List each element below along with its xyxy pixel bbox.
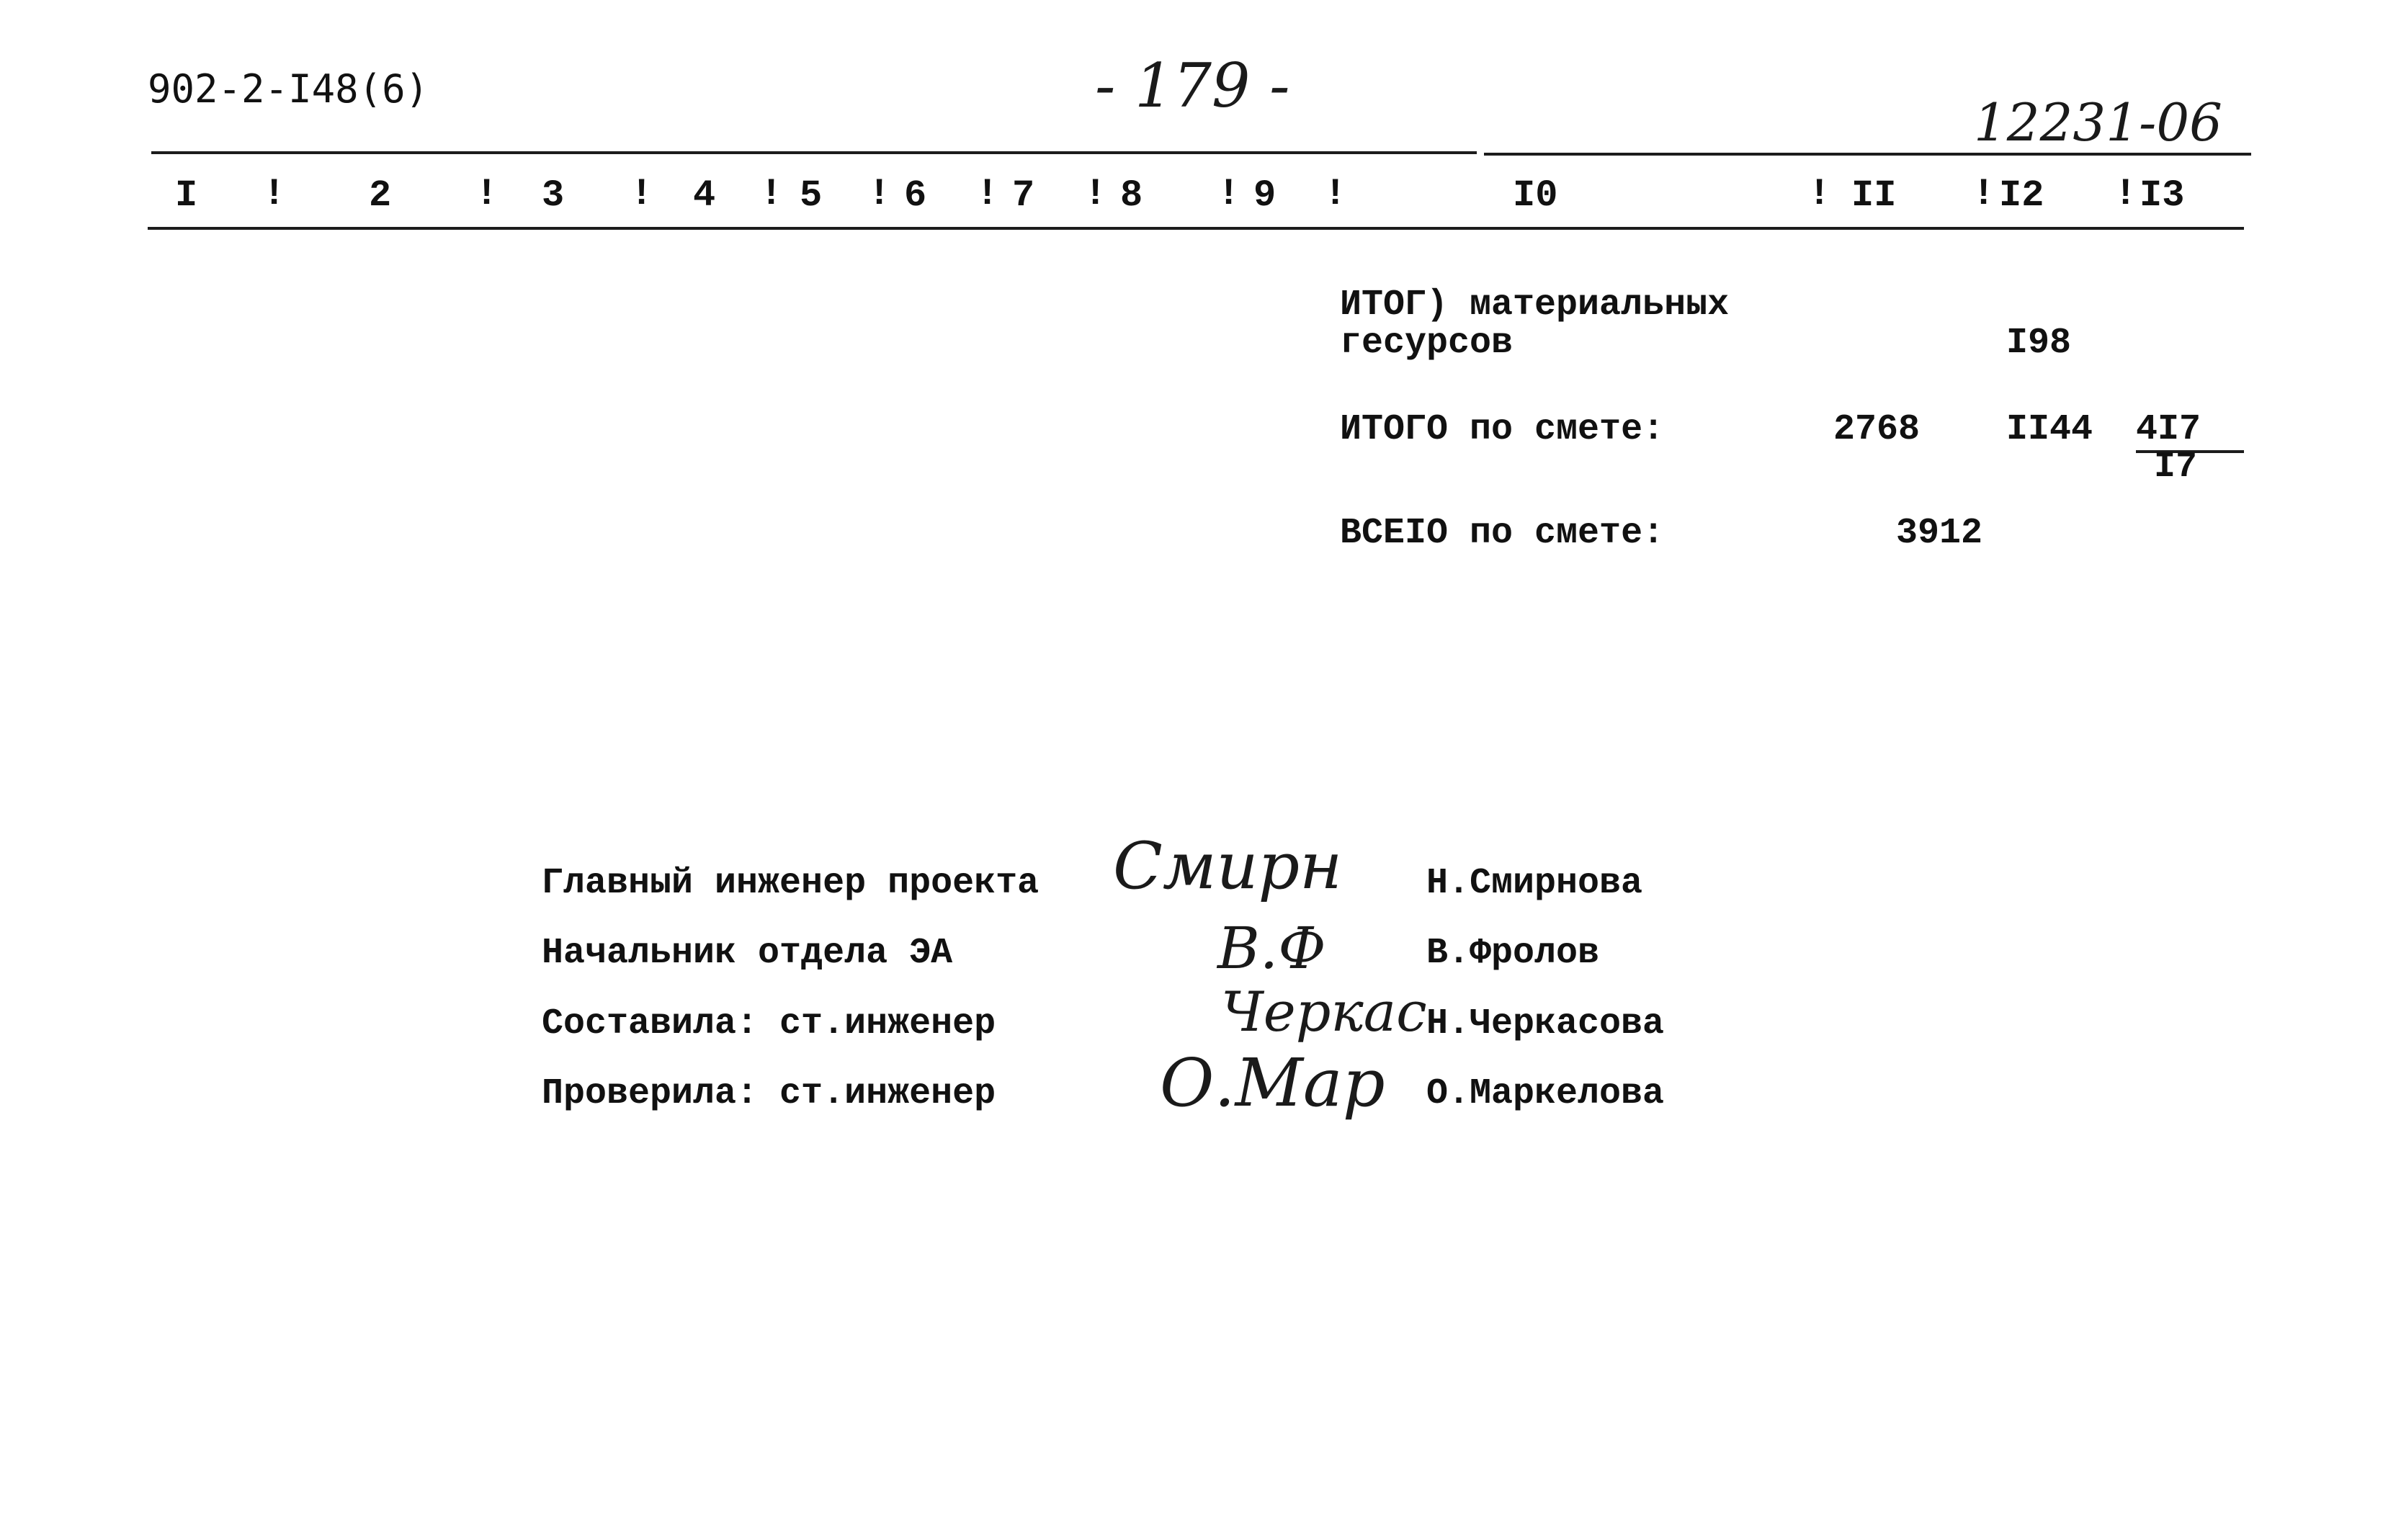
column-header-10: I0 bbox=[1513, 174, 1558, 217]
column-header-9: 9 bbox=[1253, 174, 1277, 217]
signature-name-checked-by: О.Маркелова bbox=[1426, 1073, 1665, 1114]
document-code: 902-2-I48(6) bbox=[148, 66, 429, 112]
column-separator: ! bbox=[263, 173, 286, 215]
signature-handwriting: Черкас bbox=[1221, 980, 1427, 1044]
column-header-4: 4 bbox=[693, 174, 716, 217]
signature-name-chief-engineer: Н.Смирнова bbox=[1426, 863, 1643, 904]
estimate-total-col13-top: 4I7 bbox=[2136, 409, 2201, 450]
column-header-1: I bbox=[175, 174, 198, 217]
materials-total-col12: I98 bbox=[2006, 323, 2072, 364]
estimate-total-label: ИТОГО по смете: bbox=[1340, 409, 1665, 450]
archive-number: 12231-06 bbox=[1974, 92, 2222, 153]
page-number: - 179 - bbox=[1095, 50, 1290, 121]
column-separator: ! bbox=[630, 173, 653, 215]
column-separator: ! bbox=[1972, 173, 1995, 215]
materials-total-label-line1: ИТОГ) материальных bbox=[1340, 285, 1730, 326]
column-separator: ! bbox=[868, 173, 891, 215]
column-header-2: 2 bbox=[369, 174, 392, 217]
column-separator: ! bbox=[1808, 173, 1831, 215]
signature-role-chief-engineer: Главный инженер проекта bbox=[542, 863, 1040, 904]
column-separator: ! bbox=[1324, 173, 1347, 215]
estimate-total-col11: 2768 bbox=[1833, 409, 1921, 450]
signature-handwriting: Смирн bbox=[1113, 828, 1343, 904]
column-separator: ! bbox=[475, 173, 498, 215]
signature-handwriting: О.Мар bbox=[1160, 1044, 1385, 1122]
column-separator: ! bbox=[760, 173, 783, 215]
column-header-12: I2 bbox=[1999, 174, 2044, 217]
column-header-13: I3 bbox=[2140, 174, 2185, 217]
column-header-6: 6 bbox=[904, 174, 927, 217]
signature-name-compiled-by: Н.Черкасова bbox=[1426, 1003, 1665, 1044]
column-header-7: 7 bbox=[1012, 174, 1035, 217]
signature-role-compiled-by: Составила: ст.инженер bbox=[542, 1003, 996, 1044]
column-separator: ! bbox=[976, 173, 999, 215]
grand-total-value: 3912 bbox=[1896, 513, 1983, 554]
column-separator: ! bbox=[1217, 173, 1240, 215]
top-rule-right bbox=[1484, 153, 2251, 156]
estimate-total-col13-bottom: I7 bbox=[2154, 447, 2198, 488]
column-header-8: 8 bbox=[1120, 174, 1143, 217]
column-header-3: 3 bbox=[542, 174, 565, 217]
grand-total-label: ВСЕIО по смете: bbox=[1340, 513, 1665, 554]
top-rule-left bbox=[151, 151, 1477, 154]
signature-name-department-head: В.Фролов bbox=[1426, 933, 1600, 974]
column-header-5: 5 bbox=[800, 174, 823, 217]
column-separator: ! bbox=[2114, 173, 2137, 215]
signature-handwriting: В.Ф bbox=[1217, 915, 1326, 982]
column-separator: ! bbox=[1084, 173, 1107, 215]
estimate-total-col12: II44 bbox=[2006, 409, 2093, 450]
materials-total-label-line2: гесурсов bbox=[1340, 323, 1514, 364]
column-header-11: II bbox=[1851, 174, 1897, 217]
header-bottom-rule bbox=[148, 227, 2244, 230]
signature-role-department-head: Начальник отдела ЭА bbox=[542, 933, 953, 974]
signature-role-checked-by: Проверила: ст.инженер bbox=[542, 1073, 996, 1114]
